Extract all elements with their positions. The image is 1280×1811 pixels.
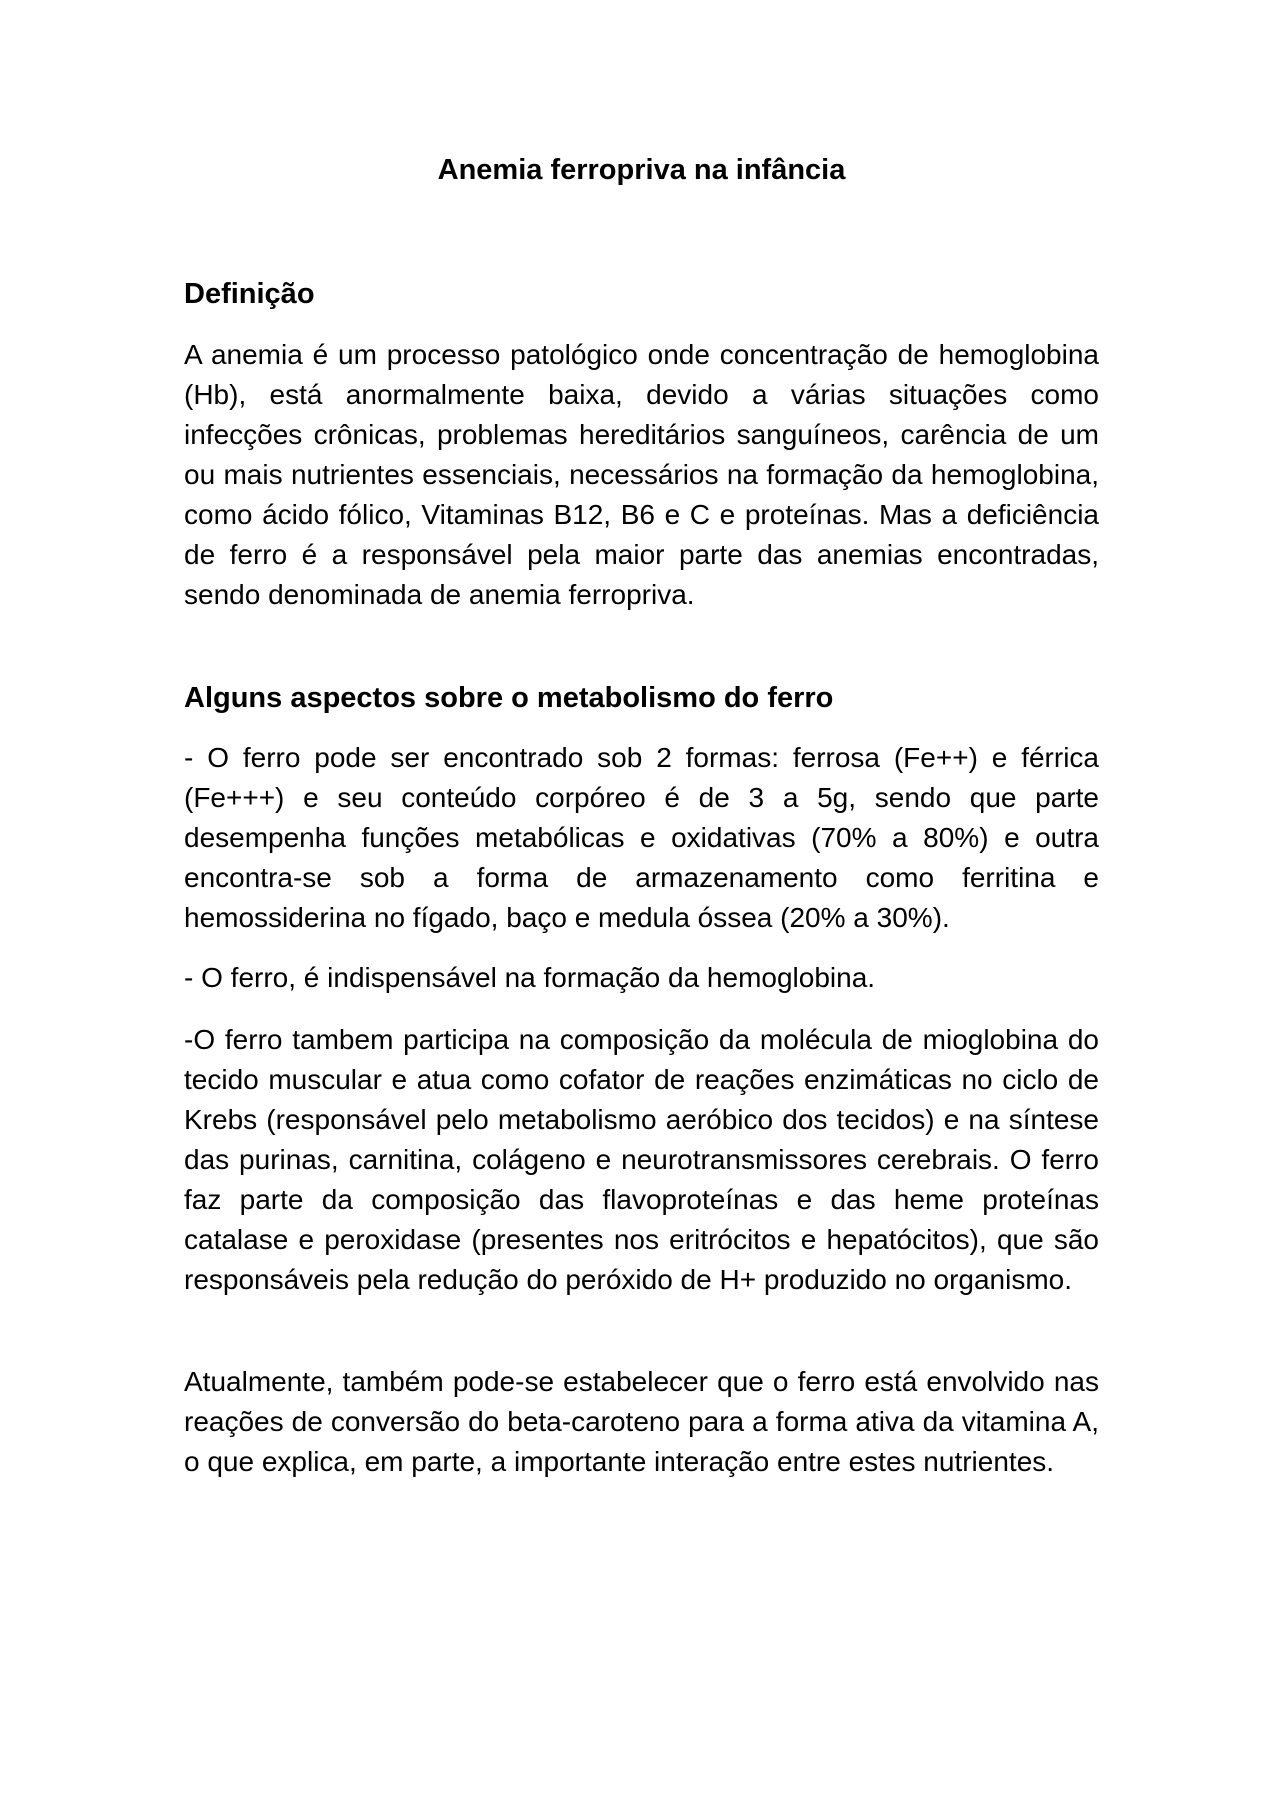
section-heading-metabolismo: Alguns aspectos sobre o metabolismo do ferro: [184, 682, 834, 714]
paragraph-formas-do-ferro: - O ferro pode ser encontrado sob 2 formas: ferrosa (Fe++) e férrica (Fe+++) e seu conteúdo corpóreo é de 3 a 5g, sendo que parte desempenha funções metabólicas e oxidativas (70% a 80%) e outra encontra-se sob a forma de armazenamento como ferritina e hemossiderina no fígado, baço e medula óssea (20% a 30%).: [184, 742, 1099, 933]
section-heading-definicao: Definição: [184, 278, 315, 310]
paragraph-hemoglobina: - O ferro, é indispensável na formação da hemoglobina.: [184, 962, 876, 993]
paragraph-mioglobina: -O ferro tambem participa na composição da molécula de mioglobina do tecido muscular e atua como cofator de reações enzimáticas no ciclo de Krebs (responsável pelo metabolismo aeróbico dos tecidos) e na síntese das purinas, carnitina, colágeno e neurotransmissores cerebrais. O ferro faz parte da composição das flavoproteínas e das heme proteínas catalase e peroxidase (presentes nos eritrócitos e hepatócitos), que são responsáveis pela redução do peróxido de H+ produzido no organismo.: [184, 1024, 1099, 1295]
paragraph-definicao: A anemia é um processo patológico onde concentração de hemoglobina (Hb), está anormalmente baixa, devido a várias situações como infecções crônicas, problemas hereditários sanguíneos, carência de um ou mais nutrientes essenciais, necessários na formação da hemoglobina, como ácido fólico, Vitaminas B12, B6 e C e proteínas. Mas a deficiência de ferro é a responsável pela maior parte das anemias encontradas, sendo denominada de anemia ferropriva.: [184, 339, 1099, 610]
paragraph-vitamina-a: Atualmente, também pode-se estabelecer que o ferro está envolvido nas reações de conversão do beta-caroteno para a forma ativa da vitamina A, o que explica, em parte, a importante interação entre estes nutrientes.: [184, 1366, 1099, 1477]
document-title: Anemia ferropriva na infância: [437, 154, 846, 186]
